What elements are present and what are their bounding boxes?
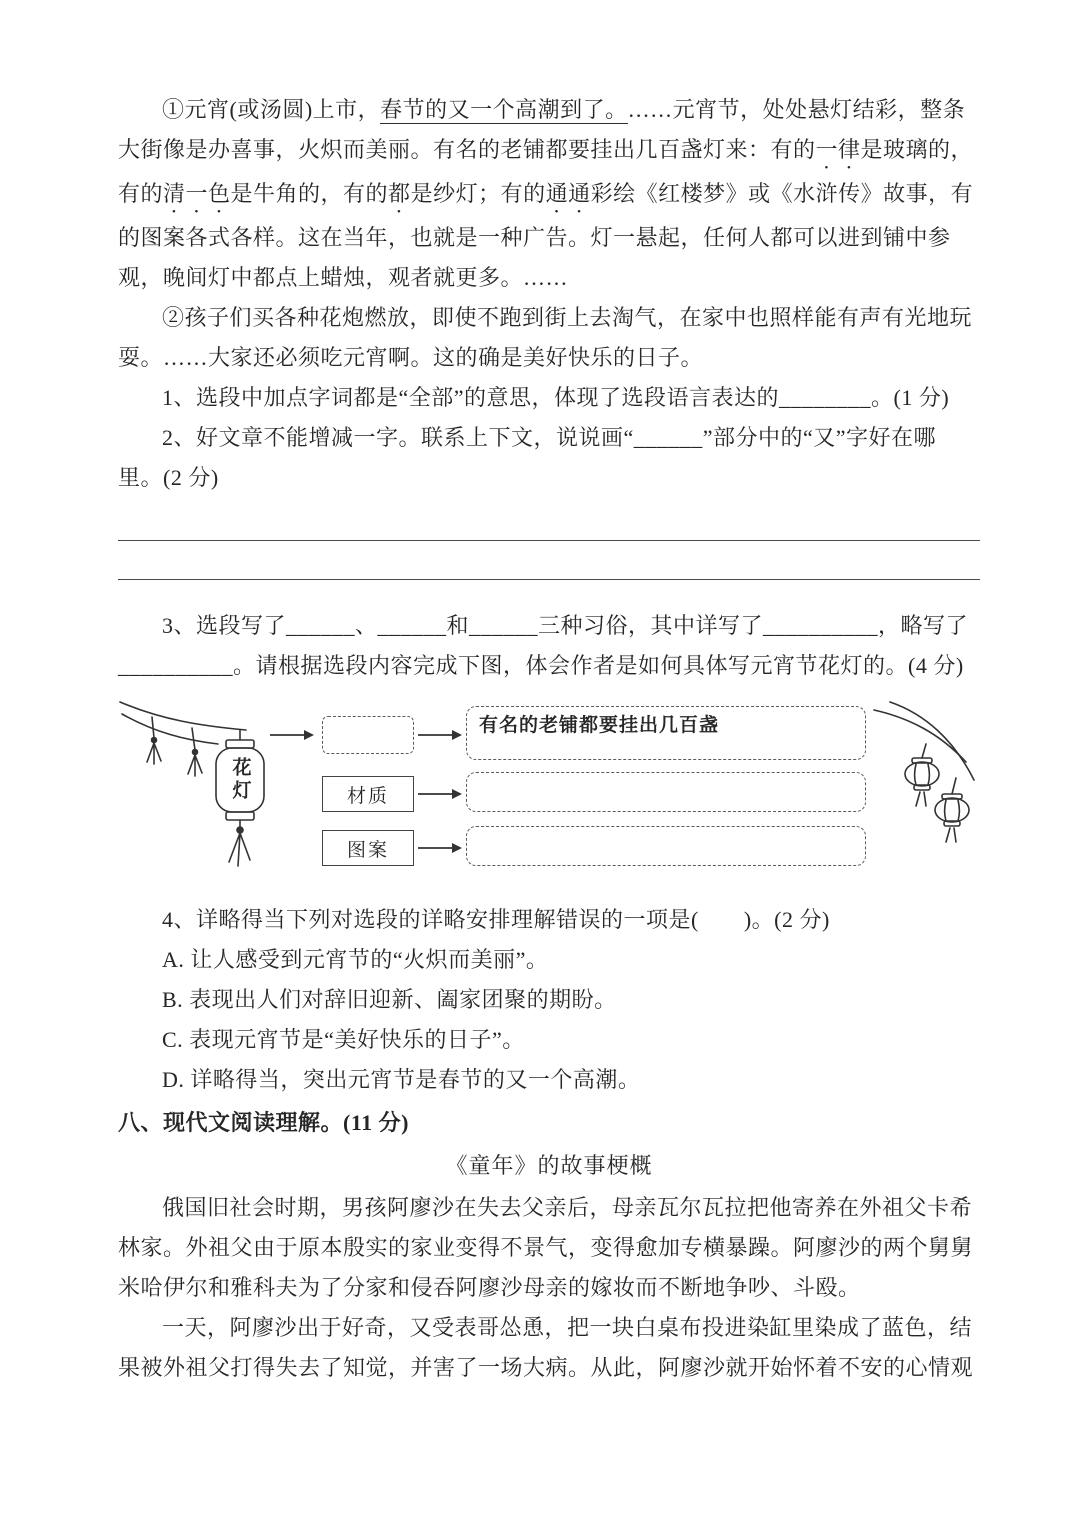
- diagram-blank-answer-box: [466, 826, 866, 866]
- option-a: A. 让人感受到元宵节的“火炽而美丽”。: [162, 947, 549, 972]
- answer-line: [118, 540, 980, 541]
- lantern-diagram: [118, 700, 980, 892]
- story-paragraph-1: 俄国旧社会时期，男孩阿廖沙在失去父亲后，母亲瓦尔瓦拉把他寄养在外祖父卡希林家。外祖父由于原本殷实的家业变得不景气，变得愈加专横暴躁。阿廖沙的两个舅舅米哈伊尔和雅科夫为了分家和侵吞阿廖沙母亲的嫁妆而不断地争吵、斗殴。: [118, 1195, 974, 1300]
- passage-text: ①元宵(或汤圆)上市，: [162, 97, 381, 122]
- arrow-icon: [418, 728, 462, 742]
- diagram-pattern-box: 图案: [322, 830, 414, 866]
- passage-paragraph-2: ②孩子们买各种花炮燃放，即使不跑到街上去淘气，在家中也照样能有声有光地玩耍。……大家还必须吃元宵啊。这的确是美好快乐的日子。: [118, 305, 973, 370]
- arrow-icon: [418, 841, 462, 855]
- option-b: B. 表现出人们对辞旧迎新、阖家团聚的期盼。: [162, 987, 617, 1012]
- option-c: C. 表现元宵节是“美好快乐的日子”。: [162, 1027, 525, 1052]
- answer-line: [118, 579, 980, 580]
- section-8-heading: 八、现代文阅读理解。(11 分): [118, 1110, 409, 1135]
- passage-text: 是纱灯；有的: [410, 181, 546, 206]
- question-2: 2、好文章不能增减一字。联系上下文，说说画“______”部分中的“又”字好在哪里。(2 分): [118, 425, 937, 490]
- underlined-phrase: 春节的又一个高潮到了。: [380, 97, 628, 122]
- passage-text: ……元宵节，处处悬灯结彩，整条大街像是办喜事，火炽而美丽。有名的老铺都要挂出几百盏灯来：有的: [118, 97, 966, 162]
- arrow-icon: [270, 728, 314, 742]
- story-paragraph-2: 一天，阿廖沙出于好奇，又受表哥怂恿，把一块白桌布投进染缸里染成了蓝色，结果被外祖父打得失去了知觉，并害了一场大病。从此，阿廖沙就开始怀着不安的心情观: [118, 1315, 974, 1380]
- dotted-word: 都: [388, 181, 411, 206]
- passage-text: 是玻璃的，有的: [118, 137, 974, 206]
- diagram-material-box: 材质: [322, 776, 414, 812]
- question-3: 3、选段写了______、______和______三种习俗，其中详写了__________，略写了__________。请根据选段内容完成下图，体会作者是如何具体写元宵节花灯的。(4 分): [118, 613, 969, 678]
- diagram-answer-box: 有名的老铺都要挂出几百盏: [466, 706, 866, 760]
- dotted-word: 通通: [545, 181, 591, 206]
- dotted-word: 一律: [815, 137, 861, 162]
- arrow-icon: [418, 787, 462, 801]
- question-4: 4、详略得当下列对选段的详略安排理解错误的一项是( )。(2 分): [162, 907, 830, 932]
- story-title: 《童年》的故事梗概: [445, 1153, 653, 1178]
- dotted-word: 清一色: [163, 181, 231, 206]
- diagram-blank-box: [322, 716, 414, 754]
- passage-text: 是牛角的，有的: [230, 181, 389, 206]
- passage-paragraph-1: [118, 90, 980, 298]
- question-1: 1、选段中加点字词都是“全部”的意思，体现了选段语言表达的________。(1 分): [162, 385, 950, 410]
- passage-text: 彩绘《红楼梦》或《水浒传》故事，有的图案各式各样。这在当年，也就是一种广告。灯一悬起，任何人都可以进到铺中参观，晚间灯中都点上蜡烛，观者就更多。……: [118, 181, 974, 290]
- option-d: D. 详略得当，突出元宵节是春节的又一个高潮。: [162, 1067, 641, 1092]
- small-lanterns-icon: [870, 700, 980, 890]
- diagram-blank-answer-box: [466, 772, 866, 812]
- lantern-label: 花灯: [229, 757, 251, 803]
